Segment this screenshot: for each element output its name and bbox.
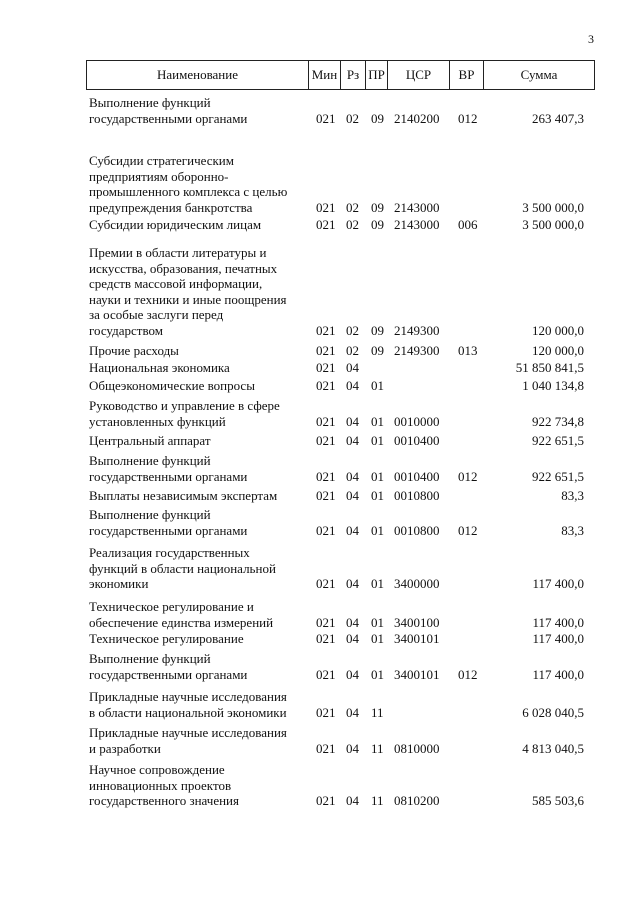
row-pr: 09 (371, 199, 384, 215)
row-rz: 04 (346, 413, 359, 429)
row-pr: 01 (371, 413, 384, 429)
row-name: Премии в области литературы и искусства, образования, печатных средств массовой информации, науки и техники и иные поощрения за особые заслуги перед государством (89, 245, 287, 338)
row-csr: 0010400 (394, 468, 440, 484)
row-sum: 1 040 134,8 (522, 378, 584, 393)
row-min: 021 (316, 378, 336, 393)
row-rz: 02 (346, 199, 359, 215)
row-min: 021 (316, 793, 336, 808)
header-vr: ВР (450, 61, 484, 89)
row-pr: 01 (371, 378, 384, 393)
row-csr: 0010800 (394, 488, 440, 503)
header-csr: ЦСР (388, 61, 450, 89)
row-sum: 83,3 (561, 522, 584, 538)
table-row (0, 360, 640, 376)
row-name: Научное сопровождение инновационных проектов государственного значения (89, 762, 239, 808)
row-pr: 09 (371, 322, 384, 338)
row-min: 021 (316, 217, 336, 232)
row-rz: 04 (346, 704, 359, 720)
row-rz: 04 (346, 488, 359, 503)
table-row (0, 599, 640, 630)
row-csr: 3400100 (394, 614, 440, 630)
row-name: Техническое регулирование (89, 631, 244, 646)
table-row (0, 398, 640, 429)
row-vr: 013 (458, 343, 478, 358)
row-min: 021 (316, 614, 336, 630)
row-sum: 51 850 841,5 (515, 360, 584, 375)
table-row (0, 507, 640, 538)
row-min: 021 (316, 322, 336, 338)
header-sum: Сумма (520, 67, 558, 82)
row-sum: 4 813 040,5 (522, 740, 584, 756)
row-min: 021 (316, 343, 336, 358)
table-row (0, 95, 640, 126)
row-rz: 04 (346, 614, 359, 630)
row-sum: 117 400,0 (532, 614, 584, 630)
row-min: 021 (316, 110, 336, 126)
row-vr: 012 (458, 468, 478, 484)
row-csr: 0810000 (394, 740, 440, 756)
table-row (0, 245, 640, 338)
row-min: 021 (316, 740, 336, 756)
row-csr: 0010000 (394, 413, 440, 429)
row-csr: 3400000 (394, 576, 440, 591)
row-min: 021 (316, 413, 336, 429)
row-min: 021 (316, 631, 336, 646)
row-sum: 117 400,0 (532, 576, 584, 591)
row-name: Центральный аппарат (89, 433, 211, 448)
table-row (0, 689, 640, 720)
row-rz: 02 (346, 343, 359, 358)
header-rz: Рз (341, 61, 366, 89)
row-pr: 09 (371, 217, 384, 232)
header-name: Наименование (87, 61, 309, 89)
row-pr: 11 (371, 793, 384, 808)
row-sum: 120 000,0 (532, 322, 584, 338)
row-rz: 02 (346, 217, 359, 232)
row-csr: 3400101 (394, 666, 440, 682)
row-sum: 117 400,0 (532, 631, 584, 646)
table-row (0, 488, 640, 504)
row-vr: 012 (458, 666, 478, 682)
table-row (0, 631, 640, 647)
row-pr: 01 (371, 631, 384, 646)
row-min: 021 (316, 360, 336, 375)
row-min: 021 (316, 522, 336, 538)
table-row (0, 217, 640, 233)
header-pr: ПР (366, 61, 388, 89)
table-row (0, 762, 640, 809)
row-name: Выполнение функций государственными органами (89, 507, 248, 538)
row-csr: 0010400 (394, 433, 440, 448)
row-rz: 02 (346, 110, 359, 126)
row-csr: 2143000 (394, 199, 440, 215)
row-csr: 2140200 (394, 110, 440, 126)
row-sum: 6 028 040,5 (522, 704, 584, 720)
row-name: Общеэкономические вопросы (89, 378, 255, 393)
row-csr: 3400101 (394, 631, 440, 646)
row-vr: 006 (458, 217, 478, 232)
row-name: Субсидии стратегическим предприятиям оборонно- промышленного комплекса с целью предупреждения банкротства (89, 153, 288, 215)
row-csr: 0810200 (394, 793, 440, 808)
row-sum: 922 734,8 (532, 413, 584, 429)
row-rz: 04 (346, 666, 359, 682)
row-sum: 3 500 000,0 (522, 199, 584, 215)
row-name: Выполнение функций государственными органами (89, 95, 248, 126)
row-vr: 012 (458, 522, 478, 538)
row-pr: 01 (371, 468, 384, 484)
row-name: Реализация государственных функций в области национальной экономики (89, 545, 276, 591)
row-rz: 02 (346, 322, 359, 338)
row-name: Выплаты независимым экспертам (89, 488, 278, 503)
row-name: Руководство и управление в сфере установленных функций (89, 398, 280, 429)
header-min: Мин (309, 61, 341, 89)
row-rz: 04 (346, 522, 359, 538)
row-min: 021 (316, 433, 336, 448)
row-name: Выполнение функций государственными органами (89, 453, 248, 484)
row-rz: 04 (346, 740, 359, 756)
row-pr: 09 (371, 110, 384, 126)
row-name: Субсидии юридическим лицам (89, 217, 262, 232)
table-row (0, 725, 640, 756)
row-vr: 012 (458, 110, 478, 126)
row-pr: 01 (371, 576, 384, 591)
row-rz: 04 (346, 468, 359, 484)
row-pr: 01 (371, 488, 384, 503)
row-csr: 2149300 (394, 343, 440, 358)
row-rz: 04 (346, 793, 359, 808)
row-min: 021 (316, 199, 336, 215)
row-pr: 09 (371, 343, 384, 358)
row-min: 021 (316, 576, 336, 591)
row-rz: 04 (346, 433, 359, 448)
row-sum: 922 651,5 (532, 468, 584, 484)
row-name: Прочие расходы (89, 343, 179, 358)
row-sum: 585 503,6 (532, 793, 584, 808)
row-pr: 11 (371, 740, 384, 756)
row-pr: 01 (371, 614, 384, 630)
row-min: 021 (316, 468, 336, 484)
row-sum: 117 400,0 (532, 666, 584, 682)
row-name: Национальная экономика (89, 360, 230, 375)
page-number: 3 (588, 32, 594, 46)
row-csr: 2149300 (394, 322, 440, 338)
row-rz: 04 (346, 378, 359, 393)
row-name: Прикладные научные исследования в области национальной экономики (89, 689, 287, 720)
row-pr: 01 (371, 522, 384, 538)
row-min: 021 (316, 704, 336, 720)
table-row (0, 545, 640, 592)
table-row (0, 651, 640, 682)
row-csr: 2143000 (394, 217, 440, 232)
row-sum: 120 000,0 (532, 343, 584, 358)
table-row (0, 433, 640, 449)
table-row (0, 343, 640, 359)
row-sum: 922 651,5 (532, 433, 584, 448)
row-pr: 01 (371, 433, 384, 448)
row-sum: 263 407,3 (532, 110, 584, 126)
row-rz: 04 (346, 631, 359, 646)
row-sum: 83,3 (561, 488, 584, 503)
row-rz: 04 (346, 576, 359, 591)
row-name: Техническое регулирование и обеспечение единства измерений (89, 599, 274, 630)
row-pr: 11 (371, 704, 384, 720)
row-name: Выполнение функций государственными органами (89, 651, 248, 682)
table-row (0, 153, 640, 215)
row-min: 021 (316, 488, 336, 503)
table-row (0, 378, 640, 394)
row-csr: 0010800 (394, 522, 440, 538)
row-pr: 01 (371, 666, 384, 682)
table-row (0, 453, 640, 484)
row-min: 021 (316, 666, 336, 682)
row-rz: 04 (346, 360, 359, 375)
row-sum: 3 500 000,0 (522, 217, 584, 232)
row-name: Прикладные научные исследования и разработки (89, 725, 287, 756)
